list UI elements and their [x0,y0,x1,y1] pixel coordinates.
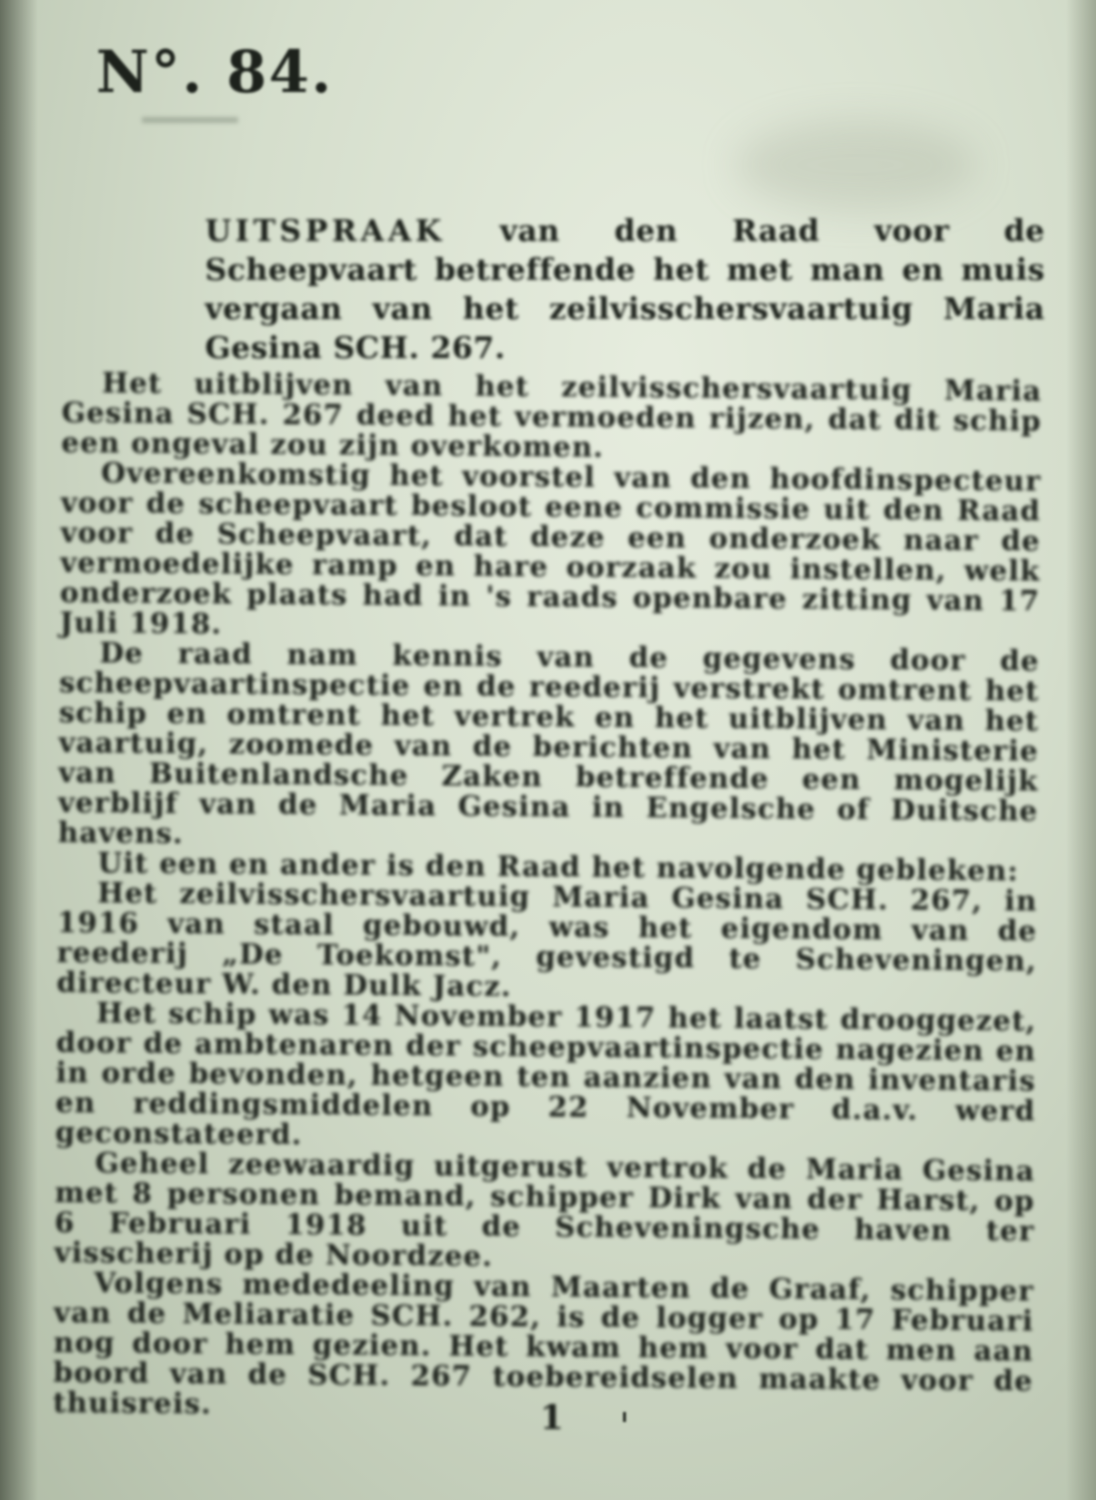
document-title [205,212,1045,368]
paragraph-4: Uit een en ander is den Raad het navolgende gebleken: [97,846,1019,888]
paragraph-8: Volgens mededeeling van Maarten de Graaf, schipper van de Meliaratie SCH. 262, is de logger op 17 Februari nog door hem gezien. Het kwam hem voor dat men aan boord van de SCH. 267 toebereidselen maakte voor de thuisreis. [52,1266,1035,1421]
page-number: 1 [540,1398,564,1438]
document-number: N°. 84. [96,38,334,106]
title-rest: van den Raad voor de Scheepvaart betreffende het met man en muis vergaan van het zeilvisschersvaartuig Maria Gesina SCH. 267. [205,214,1045,366]
paper-stain [736,120,976,210]
paragraph-5: Het zeilvisschersvaartuig Maria Gesina SCH. 267, in 1916 van staal gebouwd, was het eigendom van de reederij „De Toekomst", gevestigd te Scheveningen, directeur W. den Dulk Jacz. [56,876,1038,1003]
page-mark [623,1412,626,1422]
paragraph-7: Geheel zeewaardig uitgerust vertrok de Maria Gesina met 8 personen bemand, schipper Dirk van der Harst, op 6 Februari 1918 uit de Scheveningsche haven ter visscherij op de Noordzee. [54,1146,1036,1273]
document-body [53,368,1042,1427]
paragraph-6: Het schip was 14 November 1917 het laatst drooggezet, door de ambtenaren der scheepvaartinspectie nagezien en in orde bevonden, hetgeen ten aanzien van den inventaris en reddingsmiddelen op 22 November d.a.v. werd geconstateerd. [55,996,1037,1152]
number-underline [142,117,238,123]
title-lead: UITSPRAAK [205,214,446,249]
paragraph-1: Het uitblijven van het zeilvisschersvaartuig Maria Gesina SCH. 267 deed het vermoeden rijzen, dat dit schip een ongeval zou zijn overkomen. [61,366,1042,464]
paragraph-2: Overeenkomstig het voorstel van den hoofdinspecteur voor de scheepvaart besloot eene commissie uit den Raad voor de Scheepvaart, dat deze een onderzoek naar de vermoedelijke ramp en hare oorzaak zou instellen, welk onderzoek plaats had in 's raads openbare zitting van 17 Juli 1918. [59,456,1042,641]
paragraph-3: De raad nam kennis van de gegevens door de scheepvaartinspectie en de reederij verstrekt omtrent het schip en omtrent het vertrek en het uitblijven van het vaartuig, zoomede van de berichten van het Ministerie van Buitenlandsche Zaken betreffende een mogelijk verblijf van de Maria Gesina in Engelsche of Duitsche havens. [57,636,1040,851]
